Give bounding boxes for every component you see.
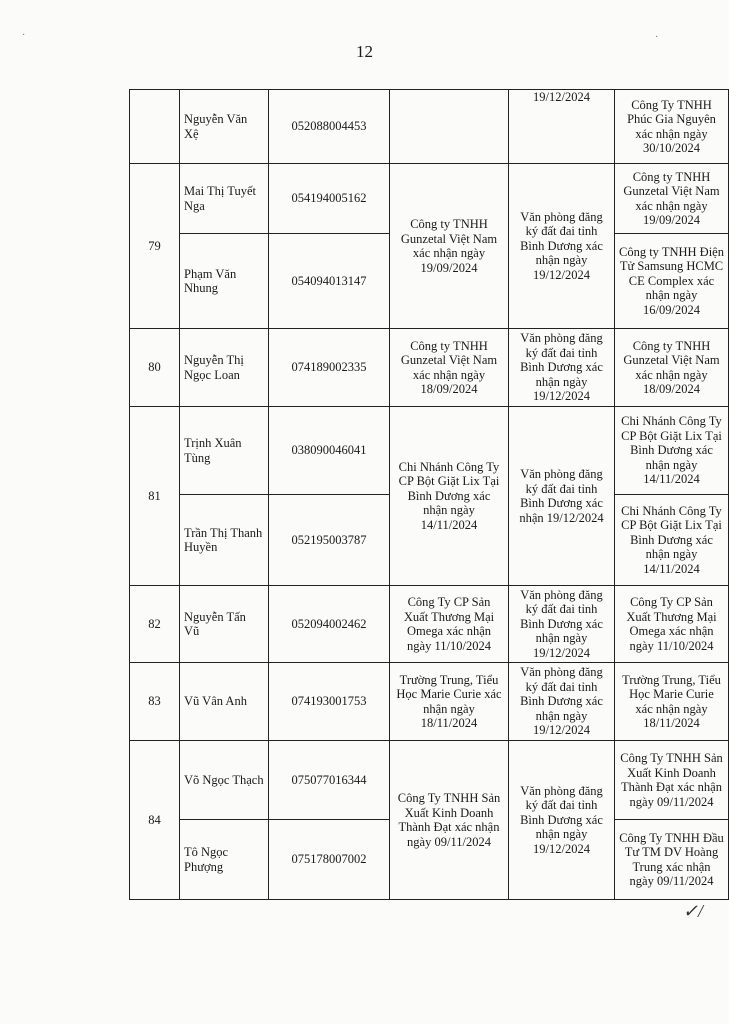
table-row — [130, 586, 729, 663]
land-office-confirmation: Văn phòng đăng ký đất đai tỉnh Bình Dương xác nhận ngày 19/12/2024 — [509, 329, 615, 407]
row-number: 84 — [130, 741, 180, 900]
workplace-confirmation: Công ty TNHH Gunzetal Việt Nam xác nhận ngày 19/09/2024 — [615, 164, 729, 234]
row-number — [130, 90, 180, 164]
row-number: 81 — [130, 407, 180, 586]
land-office-confirmation: Văn phòng đăng ký đất đai tỉnh Bình Dương xác nhận 19/12/2024 — [509, 407, 615, 586]
employer-confirmation: Công Ty TNHH Sản Xuất Kinh Doanh Thành Đạt xác nhận ngày 09/11/2024 — [390, 741, 509, 900]
workplace-confirmation: Trường Trung, Tiểu Học Marie Curie xác nhận ngày 18/11/2024 — [615, 663, 729, 741]
table-row — [130, 741, 729, 820]
employer-confirmation — [390, 90, 509, 164]
workplace-confirmation: Công ty TNHH Gunzetal Việt Nam xác nhận ngày 18/09/2024 — [615, 329, 729, 407]
table-row — [130, 329, 729, 407]
scan-speck: · — [22, 30, 26, 41]
scan-speck: · — [655, 32, 659, 43]
employer-confirmation: Công ty TNHH Gunzetal Việt Nam xác nhận ngày 19/09/2024 — [390, 164, 509, 329]
person-name: Tô Ngọc Phượng — [180, 820, 269, 900]
id-number: 074193001753 — [269, 663, 390, 741]
handwritten-initial: ✓/ — [682, 901, 703, 921]
workplace-confirmation: Chi Nhánh Công Ty CP Bột Giặt Lix Tại Bình Dương xác nhận ngày 14/11/2024 — [615, 407, 729, 495]
employer-confirmation: Công ty TNHH Gunzetal Việt Nam xác nhận ngày 18/09/2024 — [390, 329, 509, 407]
id-number: 038090046041 — [269, 407, 390, 495]
row-number: 82 — [130, 586, 180, 663]
land-office-confirmation: Văn phòng đăng ký đất đai tỉnh Bình Dương xác nhận ngày 19/12/2024 — [509, 586, 615, 663]
workplace-confirmation: Công ty TNHH Điện Tử Samsung HCMC CE Complex xác nhận ngày 16/09/2024 — [615, 234, 729, 329]
row-number: 79 — [130, 164, 180, 329]
employer-confirmation: Chi Nhánh Công Ty CP Bột Giặt Lix Tại Bình Dương xác nhận ngày 14/11/2024 — [390, 407, 509, 586]
table-row — [130, 407, 729, 495]
table-row — [130, 663, 729, 741]
id-number: 075077016344 — [269, 741, 390, 820]
person-name: Nguyễn Tấn Vũ — [180, 586, 269, 663]
id-number: 074189002335 — [269, 329, 390, 407]
id-number: 054194005162 — [269, 164, 390, 234]
person-name: Phạm Văn Nhung — [180, 234, 269, 329]
person-name: Trịnh Xuân Tùng — [180, 407, 269, 495]
table-row — [130, 164, 729, 234]
person-name: Nguyễn Thị Ngọc Loan — [180, 329, 269, 407]
workplace-confirmation: Công Ty TNHH Sản Xuất Kinh Doanh Thành Đạt xác nhận ngày 09/11/2024 — [615, 741, 729, 820]
page-number: 12 — [356, 42, 373, 61]
person-name: Nguyễn Văn Xệ — [180, 90, 269, 164]
table-row — [130, 90, 729, 164]
workplace-confirmation: Công Ty CP Sản Xuất Thương Mại Omega xác nhận ngày 11/10/2024 — [615, 586, 729, 663]
id-number: 054094013147 — [269, 234, 390, 329]
land-office-confirmation: 19/12/2024 — [509, 90, 615, 164]
row-number: 83 — [130, 663, 180, 741]
registration-table — [129, 89, 729, 900]
land-office-confirmation: Văn phòng đăng ký đất đai tỉnh Bình Dương xác nhận ngày 19/12/2024 — [509, 164, 615, 329]
land-office-confirmation: Văn phòng đăng ký đất đai tỉnh Bình Dương xác nhận ngày 19/12/2024 — [509, 741, 615, 900]
id-number: 075178007002 — [269, 820, 390, 900]
row-number: 80 — [130, 329, 180, 407]
person-name: Trần Thị Thanh Huyền — [180, 495, 269, 586]
person-name: Vũ Vân Anh — [180, 663, 269, 741]
employer-confirmation: Trường Trung, Tiểu Học Marie Curie xác nhận ngày 18/11/2024 — [390, 663, 509, 741]
employer-confirmation: Công Ty CP Sản Xuất Thương Mại Omega xác nhận ngày 11/10/2024 — [390, 586, 509, 663]
workplace-confirmation: Chi Nhánh Công Ty CP Bột Giặt Lix Tại Bình Dương xác nhận ngày 14/11/2024 — [615, 495, 729, 586]
id-number: 052088004453 — [269, 90, 390, 164]
workplace-confirmation: Công Ty TNHH Đầu Tư TM DV Hoàng Trung xác nhận ngày 09/11/2024 — [615, 820, 729, 900]
person-name: Mai Thị Tuyết Nga — [180, 164, 269, 234]
land-office-confirmation: Văn phòng đăng ký đất đai tỉnh Bình Dương xác nhận ngày 19/12/2024 — [509, 663, 615, 741]
workplace-confirmation: Công Ty TNHH Phúc Gia Nguyên xác nhận ngày 30/10/2024 — [615, 90, 729, 164]
person-name: Võ Ngọc Thạch — [180, 741, 269, 820]
id-number: 052094002462 — [269, 586, 390, 663]
id-number: 052195003787 — [269, 495, 390, 586]
